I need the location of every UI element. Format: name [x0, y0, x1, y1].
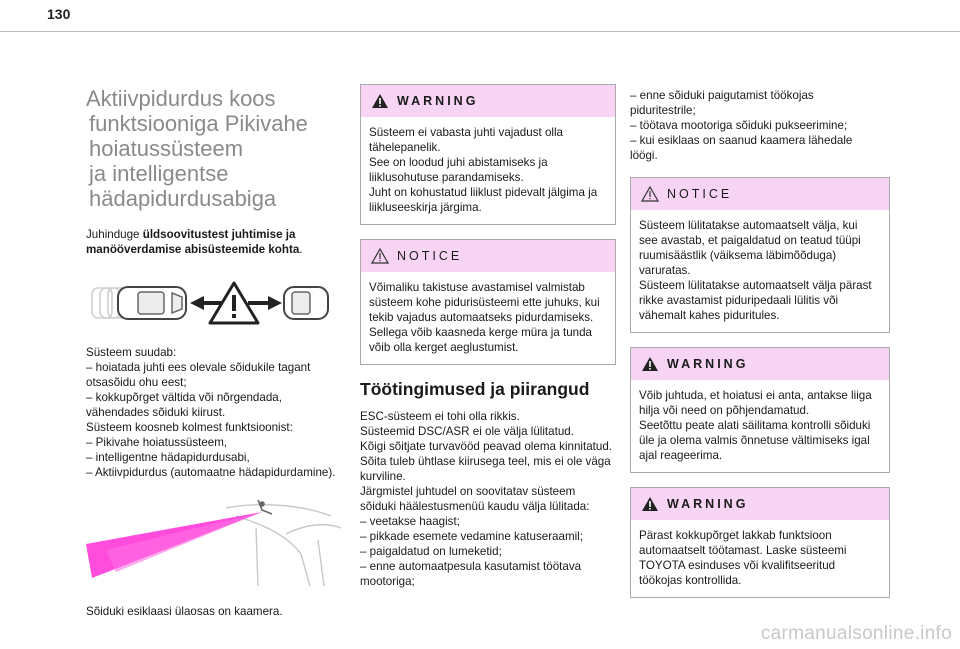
notice-box: [360, 239, 616, 365]
text-line: Süsteem koosneb kolmest funktsioonist:: [86, 421, 293, 434]
camera-caption: Sõiduki esiklaasi ülaosas on kaamera.: [86, 605, 283, 618]
notice-box-header: [361, 240, 615, 272]
text-line: – Pikivahe hoiatussüsteem,: [86, 436, 228, 449]
text-line: See on loodud juhi abistamiseks ja: [369, 156, 548, 169]
warning-label: WARNING: [667, 356, 749, 371]
text-line: Süsteem ei vabasta juhti vajadust olla: [369, 126, 563, 139]
text-line: – töötava mootoriga sõiduki pukseerimine;: [630, 119, 848, 132]
right-column: [630, 84, 890, 612]
section-title: [86, 86, 346, 211]
text-line: hilja või need on põhjendamatud.: [639, 404, 810, 417]
text-line: Süsteemid DSC/ASR ei ole välja lülitatud.: [360, 425, 574, 438]
notice-triangle-icon: [641, 186, 659, 202]
warning-box-header: [631, 348, 889, 380]
text-line: Kõigi sõitjate turvavööd peavad olema kinnitatud.: [360, 440, 612, 453]
notice-label: NOTICE: [397, 248, 463, 263]
warning-box-body: [631, 520, 889, 597]
notice-box-header: [631, 178, 889, 210]
text-line: vähemalt kahes piduritules.: [639, 309, 780, 322]
title-line: funktsiooniga Pikivahe: [89, 111, 308, 136]
text-line: kurviline.: [360, 470, 406, 483]
text-line: võib olla kerget aeglustumist.: [369, 341, 519, 354]
intro-suffix: .: [299, 243, 303, 256]
warning-box-body: [631, 380, 889, 472]
text-line: ruumisäästlik (väiksema läbimõõduga): [639, 249, 837, 262]
text-line: liiklusohutuse parandamiseks.: [369, 171, 524, 184]
watermark: carmanualsonline.info: [760, 623, 952, 644]
text-line: liikluseeskirja järgima.: [369, 201, 482, 214]
intro-prefix: Juhinduge: [86, 228, 143, 241]
intro-paragraph: [86, 227, 346, 257]
text-line: Pärast kokkupõrget lakkab funktsioon: [639, 529, 832, 542]
text-line: piduritestrile;: [630, 104, 696, 117]
warning-label: WARNING: [667, 496, 749, 511]
conditions-heading: Töötingimused ja piirangud: [360, 379, 590, 399]
text-line: ajal reageerima.: [639, 449, 723, 462]
warning-triangle-icon: [641, 356, 659, 372]
text-line: – paigaldatud on lumeketid;: [360, 545, 502, 558]
text-line: – pikkade esemete vedamine katuseraamil;: [360, 530, 583, 543]
text-line: TOYOTA esinduses või kvalifitseeritud: [639, 559, 836, 572]
notice-box: [630, 177, 890, 333]
text-line: ESC-süsteem ei tohi olla rikkis.: [360, 410, 520, 423]
text-line: Süsteem lülitatakse automaatselt välja pärast: [639, 279, 872, 292]
text-line: süsteem kohe pidurisüsteemi ette juhuks, kui: [369, 296, 600, 309]
text-line: – veetakse haagist;: [360, 515, 460, 528]
title-line: ja intelligentse: [89, 161, 229, 186]
text-line: otsasõidu ohu eest;: [86, 376, 187, 389]
warning-triangle-icon: [641, 496, 659, 512]
notice-box-body: [631, 210, 889, 332]
title-line: Aktiivpidurdus koos: [86, 86, 276, 111]
conditions-continued: [630, 88, 890, 163]
text-line: üle ja olema valmis õnnetuse vältimiseks igal: [639, 434, 870, 447]
arrow-right-icon: [248, 296, 282, 310]
text-line: rikke avastamist piduripedaali lülitis või: [639, 294, 839, 307]
left-column: [86, 86, 346, 619]
text-line: automaatselt töötamast. Laske süsteemi: [639, 544, 847, 557]
text-line: Süsteem suudab:: [86, 346, 177, 359]
text-line: Võib juhtuda, et hoiatusi ei anta, antakse liiga: [639, 389, 872, 402]
text-line: – kokkupõrget vältida või nõrgendada,: [86, 391, 282, 404]
text-line: Sõita tuleb ühtlase kiirusega teel, mis ei ole väga: [360, 455, 611, 468]
text-line: mootoriga;: [360, 575, 415, 588]
warning-box-header: [361, 85, 615, 117]
text-line: – enne automaatpesula kasutamist töötava: [360, 560, 582, 573]
intro-link-text: üldsoovitustest juhtimise ja manööverdamise abisüsteemide kohta: [86, 228, 300, 256]
text-line: löögi.: [630, 149, 658, 162]
text-line: Sellega võib kaasneda kerge müra ja tunda: [369, 326, 593, 339]
front-car-icon: [284, 287, 328, 319]
warning-label: WARNING: [397, 93, 479, 108]
cars-warning-illustration: [86, 279, 336, 327]
title-line: hädapidurdusabiga: [89, 186, 277, 211]
text-line: Juht on kohustatud liiklust pidevalt jälgima ja: [369, 186, 598, 199]
top-divider: [0, 31, 960, 32]
text-line: Süsteem lülitatakse automaatselt välja, kui: [639, 219, 858, 232]
title-line: hoiatussüsteem: [89, 136, 244, 161]
warning-box-body: [361, 117, 615, 224]
text-line: tähelepanelik.: [369, 141, 441, 154]
warning-box: [630, 347, 890, 473]
text-line: Järgmistel juhtudel on soovitatav süsteem: [360, 485, 576, 498]
text-line: – kui esiklaas on saanud kaamera lähedale: [630, 134, 853, 147]
notice-box-body: [361, 272, 615, 364]
text-line: sõiduki häälestusmenüü kaudu välja lülitada:: [360, 500, 590, 513]
system-description: [86, 345, 346, 480]
warning-box-header: [631, 488, 889, 520]
middle-column: [360, 84, 616, 589]
warning-triangle-icon: [371, 93, 389, 109]
page-number: 130: [47, 6, 71, 22]
text-line: see avastab, et paigaldatud on teatud tüüpi: [639, 234, 861, 247]
text-line: – hoiatada juhti ees olevale sõidukile tagant: [86, 361, 311, 374]
warning-box: [630, 487, 890, 598]
text-line: vähendades sõiduki kiirust.: [86, 406, 226, 419]
text-line: tekib vajadus automaatseks pidurdamiseks.: [369, 311, 594, 324]
windshield-camera-illustration: [86, 494, 346, 590]
text-line: varuratas.: [639, 264, 691, 277]
text-line: Võimaliku takistuse avastamisel valmistab: [369, 281, 585, 294]
text-line: – intelligentne hädapidurdusabi,: [86, 451, 250, 464]
text-line: Seetõttu peate alati säilitama kontrolli sõiduki: [639, 419, 871, 432]
rear-car-icon: [118, 287, 186, 319]
warning-box: [360, 84, 616, 225]
notice-label: NOTICE: [667, 186, 733, 201]
text-line: töökojas kontrollida.: [639, 574, 742, 587]
text-line: – enne sõiduki paigutamist töökojas: [630, 89, 814, 102]
text-line: – Aktiivpidurdus (automaatne hädapidurdamine).: [86, 466, 336, 479]
conditions-text: [360, 409, 616, 589]
notice-triangle-icon: [371, 248, 389, 264]
